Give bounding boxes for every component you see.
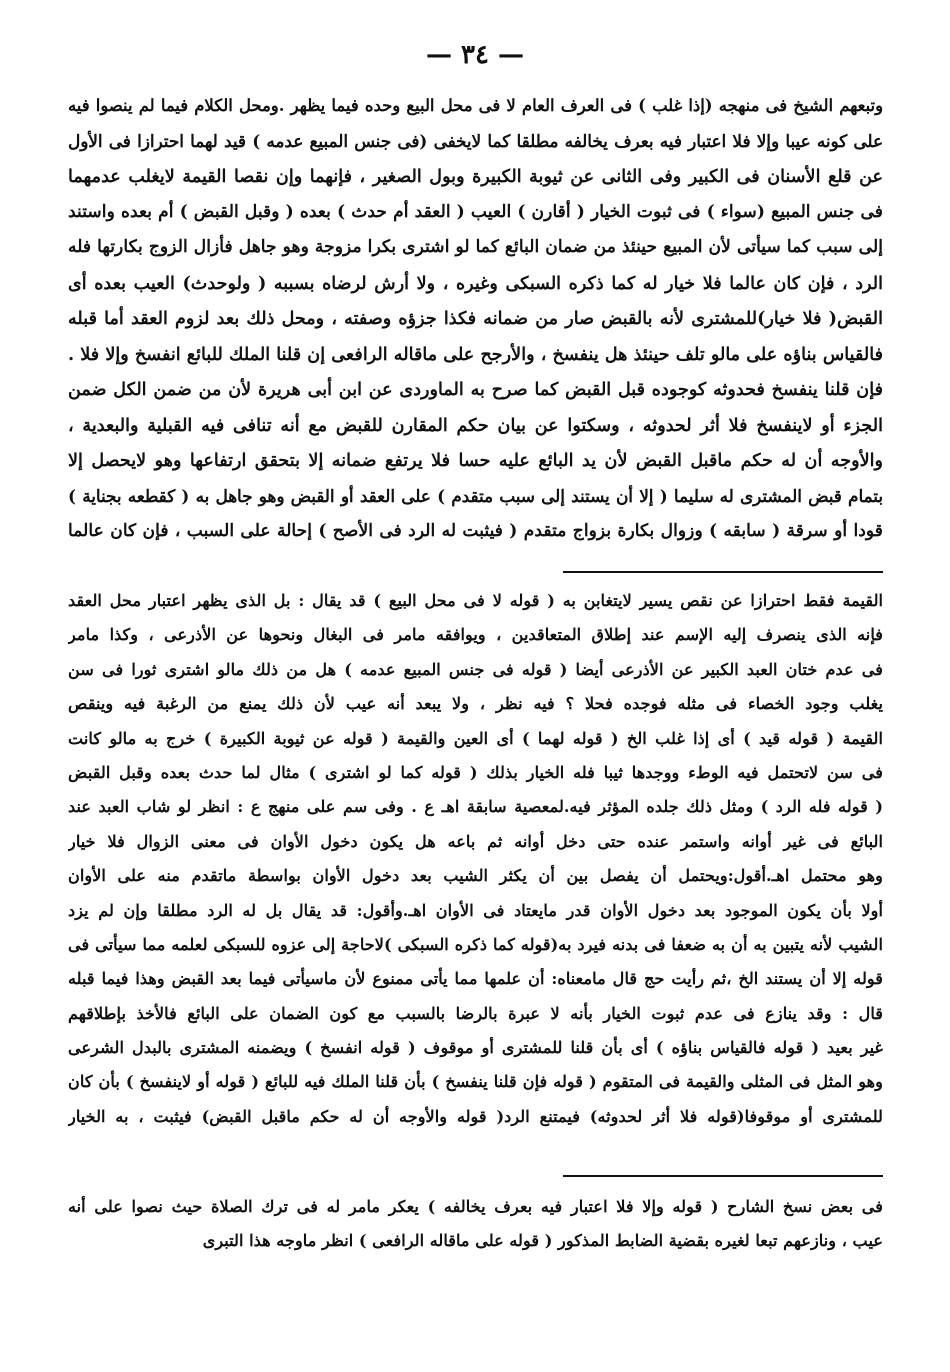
commentary-line: وهو المثل فى المثلى والقيمة فى المتقوم ( قوله فإن قلنا ينفسخ ) بأن قلنا الملك فيه للبائع ( قوله أو لاينفسخ ) بأن كان [68,1072,883,1092]
main-text-line: الجزء أو لاينفسخ فلا أثر لحدوثه ، وسكتوا عن بيان حكم المقارن للقبض مع أنه تنافى فيه القبلية والبعدية ، [68,414,883,436]
commentary-divider [563,571,883,573]
commentary-line: الشيب لأنه يتبين به أن به ضعفا فى بدنه فيرد به(قوله كما ذكره السبكى )لاحاجة إلى عزوه للسبكى لعلمه مما سيأتى فى [68,934,883,954]
commentary-line: قوله إلا أن يستند الخ ،ثم رأيت حج قال مامعناه: أن علمها مما يأتى ممنوع لأن ماسيأتى فيما بعد القبض وهذا فيما قبله [68,969,883,989]
footnote-divider [563,1175,883,1177]
main-text [68,88,883,550]
footnote-line: فى بعض نسخ الشارح ( قوله وإلا فلا اعتبار فيه بعرف يخالفه ) يعكر مامر له فى ترك الصلاة حيث نصوا على أنه [68,1197,883,1216]
commentary-text [68,584,883,1134]
main-text-line: فالقياس بناؤه على مالو تلف حينئذ هل ينفسخ ، والأرجح على ماقاله الرافعى إن قلنا الملك للبائع انفسخ وإلا فلا . [68,343,883,365]
commentary-line: يغلب وجود الخصاء فى مثله فوجده فحلا ؟ فيه نظر ، ولا يبعد أنه عيب لأن ذلك يمنع من الرغبة فيه وينقص [68,694,883,714]
commentary-line: فى سن لاتحتمل فيه الوطء ووجدها ثيبا فله الخيار بذلك ( قوله كما لو اشترى ) مثال لما حدث بعده وقبل القبض [68,762,883,782]
page-number: — ٣٤ — [425,40,525,70]
main-text-line: قودا أو سرقة ( سابقه ) وزوال بكارة بزواج متقدم ( فيثبت له الرد فى الأصح ) إحالة على السبب ، فإن كان عالما [68,521,883,541]
commentary-line: قال : وقد ينازع فى عدم ثبوت الخيار بأنه لا عبرة بالرضا بالسبب مع كون الضمان على البائع فالأخذ بإطلاقهم [68,1003,883,1023]
commentary-line: وهو محتمل اهـ.أقول:ويحتمل أن يفصل بين أن يكثر الشيب بعد دخول الأوان بواسطة ماتقدم منه على الأوان [68,866,883,886]
commentary-line: فى عدم ختان العبد الكبير عن الأذرعى أيضا ( قوله فى جنس المبيع عدمه ) هل من ذلك مالو اشترى ثورا فى سن [68,659,883,679]
main-text-line: وتبعهم الشيخ فى منهجه (إذا غلب ) فى العرف العام لا فى محل البيع وحده فيما يظهر .ومحل الكلام فيما لم ينصوا فيه [68,96,883,115]
footnote-line: عيب ، ونازعهم تبعا لغيره بقضية الضابط المذكور ( قوله على ماقاله الرافعى ) انظر ماوجه هذا التبرى [202,1231,883,1250]
commentary-line: القيمة فقط احترازا عن نقص يسير لايتغابن به ( قوله لا فى محل البيع ) قد يقال : بل الذى يظهر اعتبار محل العقد [68,591,883,610]
commentary-line: البائع فى غير أوانه واستمر عنده حتى دخل أوانه ثم باعه هل يكون دخول الأوان فى معنى الزوال فلا خيار [68,831,883,851]
main-text-line: فى جنس المبيع (سواء ) فى ثبوت الخيار ( أقارن ) العيب ( العقد أم حدث ) بعده ( وقبل القبض ) أم بعده واستند [68,201,883,222]
commentary-line: ( قوله فله الرد ) ومثل ذلك جلده المؤثر فيه.لمعصية سابقة اهـ ع . وفى سم على منهج ع : انظر لو شاب العبد عند [68,797,883,817]
main-text-line: الرد ، فإن كان عالما فلا خيار له كما ذكره السبكى وغيره ، ولا أرش لرضاه بسببه ( ولوحدث) العيب بعده أى [68,272,883,294]
main-text-line: فإن قلنا ينفسخ فحدوثه كوجوده قبل القبض كما صرح به الماوردى عن ابن أبى هريرة لأن من ضمن الكل ضمن [68,379,883,400]
main-text-line: إلى سبب كما سيأتى لأن المبيع حينئذ من ضمان البائع كما لو اشترى بكرا مزوجة وهو جاهل فأزال الزوج بكارتها فله [68,237,883,257]
main-text-line: والأوجه أن له حكم ماقبل القبض لأن يد البائع عليه حسا فلا يرتفع ضمانه إلا بتحقق ارتفاعها وهو لايحصل إلا [68,450,883,471]
main-text-line: على كونه عيبا وإلا فلا اعتبار فيه بعرف يخالفه مطلقا كما لايخفى (فى جنس المبيع عدمه ) قيد لهما احترازا فى الأول [68,130,883,151]
commentary-line: غير بعيد ( قوله فالقياس بناؤه ) أى بأن قلنا للمشترى أو موقوف ( قوله انفسخ ) ويضمنه المشترى بالبدل الشرعى [68,1038,883,1058]
main-text-line: القبض( فلا خيار)للمشترى لأنه بالقبض صار من ضمانه فكذا جزؤه وصفته ، ومحل ذلك بعد لزوم العقد أما قبله [68,308,883,329]
commentary-line: للمشترى أو موقوفا(قوله فلا أثر لحدوثه) فيمتنع الرد( قوله والأوجه أن له حكم ماقبل القبض) فيثبت ، به الخيار [68,1106,883,1126]
commentary-line: فإنه الذى ينصرف إليه الإسم عند إطلاق المتعاقدين ، ويوافقه مامر فى البغال ونحوها عن الأذرعى ، وكذا مامر [68,625,883,645]
footnote-text [68,1190,883,1258]
commentary-line: القيمة ( قوله قيد ) أى إذا غلب الخ ( قوله لهما ) أى العين والقيمة ( قوله عن ثيوبة الكبيرة ) خرج به مالو كانت [68,728,883,748]
main-text-line: عن قلع الأسنان فى الكبير وفى الثانى عن ثيوبة الكبيرة وبول الصغير ، فإنهما وإن نقصا القيمة لايغلب عدمهما [68,166,883,187]
main-text-line: بتمام قبض المشترى له سليما ( إلا أن يستند إلى سبب متقدم ) على العقد أو القبض وهو جاهل به ( كقطعه بجناية ) [68,485,883,506]
commentary-line: أولا بأن يكون الموجود بعد دخول الأوان قدر مايعتاد فى الأوان اهـ.وأقول: قد يقال بل له الرد مطلقا وإن لم يزد [68,900,883,920]
